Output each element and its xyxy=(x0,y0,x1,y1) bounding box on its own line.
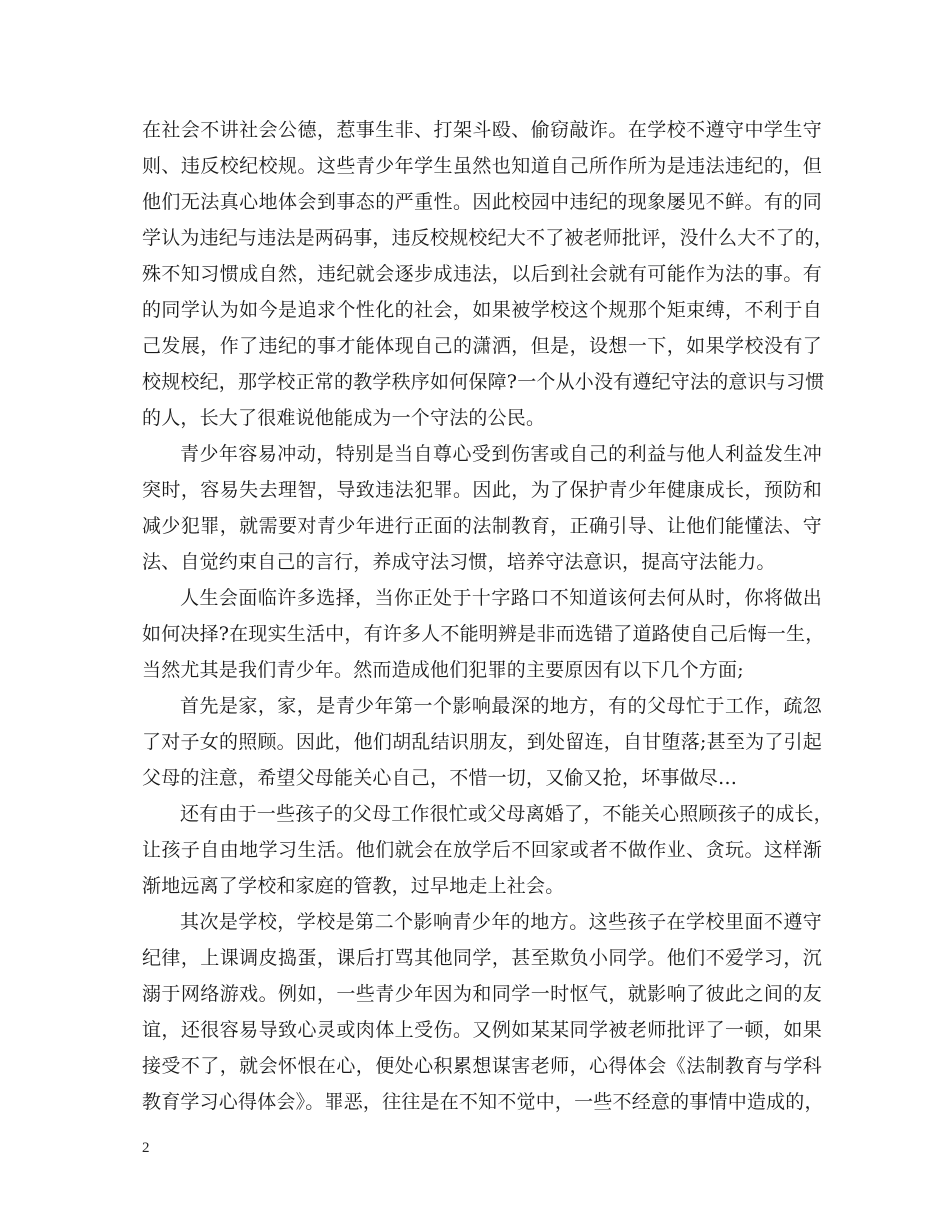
paragraph xyxy=(142,112,834,436)
text-line: 己发展，作了违纪的事才能体现自己的潇洒，但是，设想一下，如果学校没有了 xyxy=(142,335,822,357)
text-line: 突时，容易失去理智，导致违法犯罪。因此，为了保护青少年健康成长，预防和 xyxy=(142,479,822,501)
text-line: 了对子女的照顾。因此，他们胡乱结识朋友，到处留连，自甘堕落;甚至为了引起 xyxy=(142,731,822,753)
text-line: 让孩子自由地学习生活。他们就会在放学后不回家或者不做作业、贪玩。这样渐 xyxy=(142,839,822,861)
text-line: 父母的注意，希望父母能关心自己，不惜一切，又偷又抢，坏事做尽… xyxy=(142,767,738,789)
text-line: 接受不了，就会怀恨在心，便处心积累想谋害老师，心得体会《法制教育与学科 xyxy=(142,1055,822,1077)
text-line: 其次是学校，学校是第二个影响青少年的地方。这些孩子在学校里面不遵守 xyxy=(180,911,822,933)
text-line: 的同学认为如今是追求个性化的社会，如果被学校这个规那个矩束缚，不利于自 xyxy=(142,299,822,321)
paragraph xyxy=(142,688,822,796)
paragraph xyxy=(142,580,825,688)
paragraph xyxy=(142,436,822,580)
text-line: 校规校纪，那学校正常的教学秩序如何保障?一个从小没有遵纪守法的意识与习惯 xyxy=(142,371,825,393)
page-number: 2 xyxy=(142,1140,150,1156)
paragraph xyxy=(142,796,833,904)
text-line: 当然尤其是我们青少年。然而造成他们犯罪的主要原因有以下几个方面; xyxy=(142,659,744,681)
text-line: 还有由于一些孩子的父母工作很忙或父母离婚了，不能关心照顾孩子的成长， xyxy=(180,803,833,825)
document-body xyxy=(142,112,834,1120)
text-line: 学认为违纪与违法是两码事，违反校规校纪大不了被老师批评，没什么大不了的， xyxy=(142,227,834,249)
text-line: 教育学习心得体会》。罪恶，往往是在不知不觉中，一些不经意的事情中造成的， xyxy=(142,1091,824,1113)
text-line: 的人，长大了很难说他能成为一个守法的公民。 xyxy=(142,407,546,429)
text-line: 溺于网络游戏。例如，一些青少年因为和同学一时怄气，就影响了彼此之间的友 xyxy=(142,983,822,1005)
text-line: 殊不知习惯成自然，违纪就会逐步成违法，以后到社会就有可能作为法的事。有 xyxy=(142,263,822,285)
paragraph xyxy=(142,904,822,1120)
text-line: 首先是家，家，是青少年第一个影响最深的地方，有的父母忙于工作，疏忽 xyxy=(180,695,822,717)
text-line: 纪律，上课调皮捣蛋，课后打骂其他同学，甚至欺负小同学。他们不爱学习，沉 xyxy=(142,947,822,969)
text-line: 人生会面临许多选择，当你正处于十字路口不知道该何去何从时，你将做出 xyxy=(180,587,822,609)
text-line: 法、自觉约束自己的言行，养成守法习惯，培养守法意识，提高守法能力。 xyxy=(142,551,776,573)
text-line: 青少年容易冲动，特别是当自尊心受到伤害或自己的利益与他人利益发生冲 xyxy=(180,443,822,465)
text-line: 谊，还很容易导致心灵或肉体上受伤。又例如某某同学被老师批评了一顿，如果 xyxy=(142,1019,822,1041)
text-line: 减少犯罪，就需要对青少年进行正面的法制教育，正确引导、让他们能懂法、守 xyxy=(142,515,822,537)
text-line: 在社会不讲社会公德，惹事生非、打架斗殴、偷窃敲诈。在学校不遵守中学生守 xyxy=(142,119,822,141)
text-line: 渐地远离了学校和家庭的管教，过早地走上社会。 xyxy=(142,875,565,897)
text-line: 如何决择?在现实生活中，有许多人不能明辨是非而选错了道路使自己后悔一生， xyxy=(142,623,825,645)
text-line: 则、违反校纪校规。这些青少年学生虽然也知道自己所作所为是违法违纪的，但 xyxy=(142,155,822,177)
text-line: 他们无法真心地体会到事态的严重性。因此校园中违纪的现象屡见不鲜。有的同 xyxy=(142,191,822,213)
